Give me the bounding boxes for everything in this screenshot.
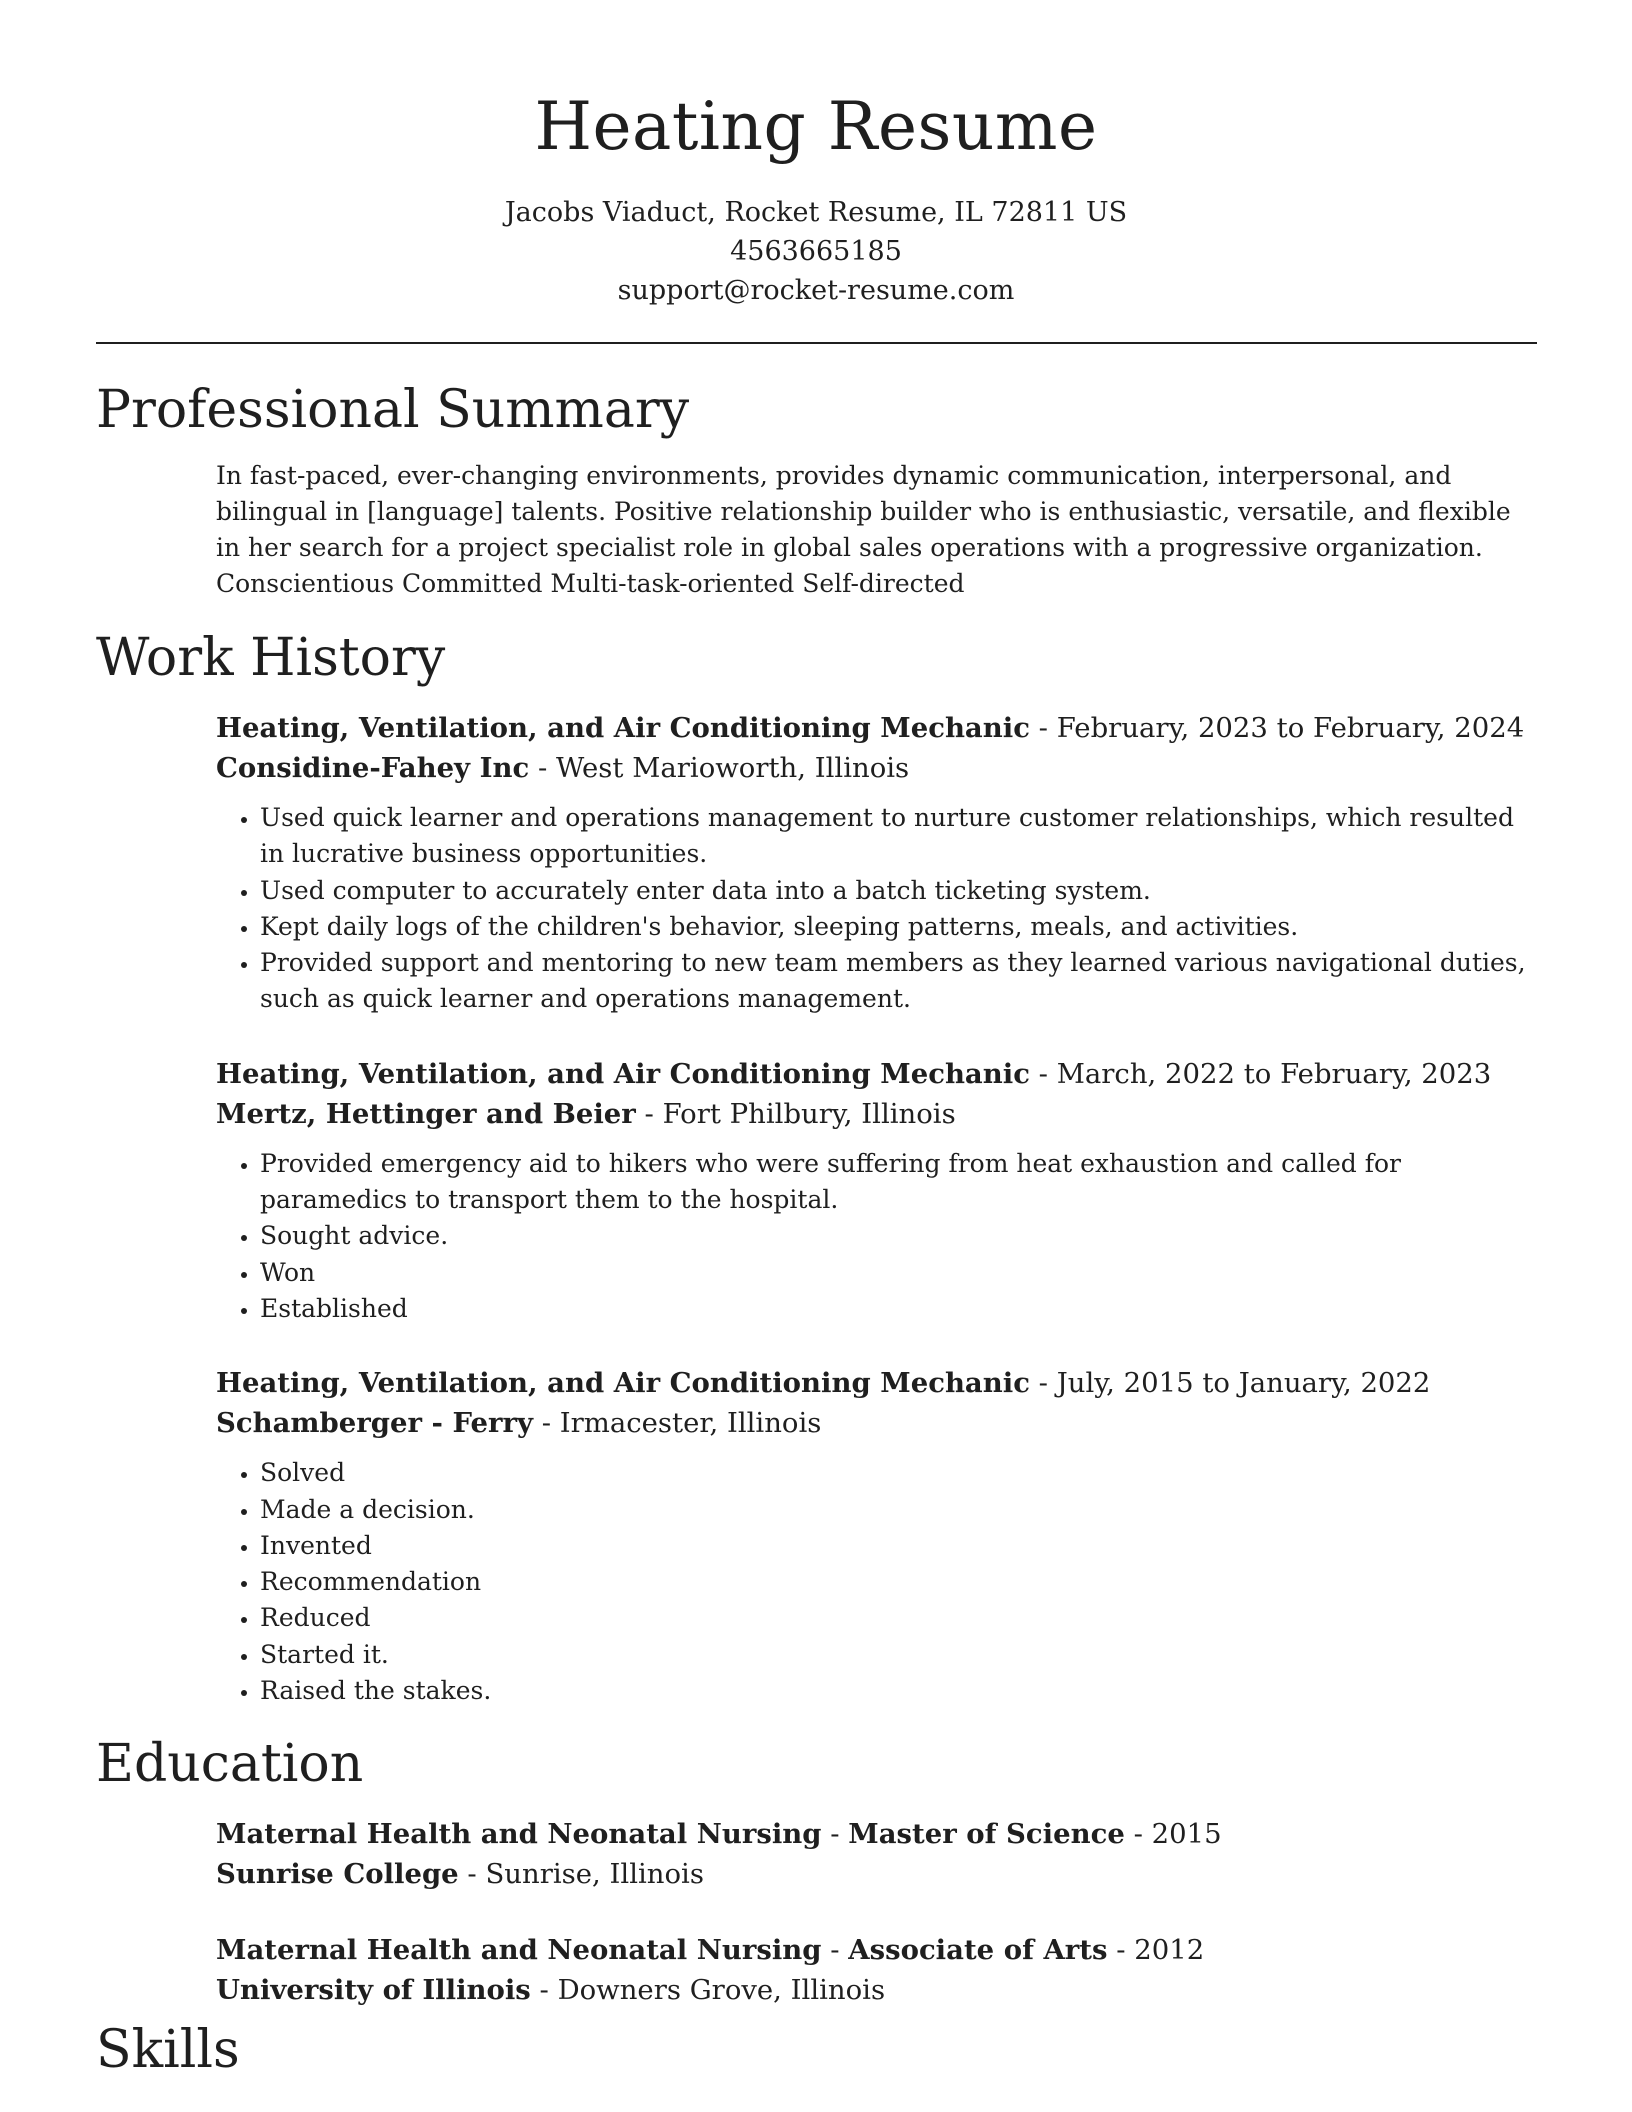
education-year: 2015: [1151, 1818, 1222, 1850]
job-bullet: • Invented: [260, 1528, 1537, 1564]
job-bullet: • Sought advice.: [260, 1218, 1537, 1254]
education-degree: Master of Science: [848, 1818, 1125, 1850]
education-school: Sunrise College: [216, 1858, 459, 1890]
job-dates: July, 2015 to January, 2022: [1056, 1367, 1431, 1400]
job-bullet: • Won: [260, 1255, 1537, 1291]
job-bullet: • Provided support and mentoring to new team members as they learned various navigational duties, such as quick learner and operations management.: [260, 945, 1537, 1018]
job-bullet: • Made a decision.: [260, 1492, 1537, 1528]
separator: -: [635, 1097, 663, 1130]
job-bullets: [216, 1455, 1537, 1709]
job-bullet: • Started it.: [260, 1637, 1537, 1673]
education-degree: Associate of Arts: [848, 1934, 1108, 1966]
separator: -: [1029, 1367, 1057, 1400]
job-title-line: [216, 1363, 1537, 1403]
education-field: Maternal Health and Neonatal Nursing: [216, 1818, 822, 1850]
education-entry: [216, 1814, 1537, 1894]
job-bullets: [216, 1146, 1537, 1327]
separator: -: [1107, 1934, 1135, 1966]
job-role: Heating, Ventilation, and Air Conditioning Mechanic: [216, 1367, 1030, 1400]
contact-phone: 4563665185: [730, 236, 902, 267]
job-dates: March, 2022 to February, 2023: [1056, 1057, 1492, 1090]
job-company-line: [216, 1094, 1537, 1134]
job-title-line: [216, 1054, 1537, 1094]
skills-title: Skills: [96, 2020, 240, 2080]
job-company-line: [216, 1403, 1537, 1443]
education-entry: [216, 1930, 1537, 2010]
separator: -: [821, 1934, 849, 1966]
degree-line: [216, 1814, 1537, 1854]
job-location: Irmacester, Illinois: [559, 1407, 822, 1440]
work-history-title: Work History: [96, 628, 446, 688]
work-entry: [216, 1363, 1537, 1709]
education-title: Education: [96, 1734, 364, 1794]
job-company: Schamberger - Ferry: [216, 1407, 533, 1440]
separator: -: [1124, 1818, 1152, 1850]
contact-info: [0, 193, 1632, 310]
education-location: Downers Grove, Illinois: [557, 1974, 886, 2006]
education-year: 2012: [1134, 1934, 1205, 1966]
separator: -: [821, 1818, 849, 1850]
education-section: [96, 1732, 1537, 2010]
job-location: West Marioworth, Illinois: [556, 752, 910, 784]
degree-line: [216, 1930, 1537, 1970]
education-location: Sunrise, Illinois: [485, 1858, 704, 1890]
school-line: [216, 1970, 1537, 2010]
separator: -: [529, 752, 556, 784]
job-bullet: • Reduced: [260, 1600, 1537, 1636]
job-bullet: • Raised the stakes.: [260, 1673, 1537, 1709]
school-line: [216, 1854, 1537, 1894]
summary-title: Professional Summary: [96, 380, 690, 440]
job-bullet: • Solved: [260, 1455, 1537, 1491]
job-bullets: [216, 800, 1537, 1018]
separator: -: [530, 1974, 558, 2006]
separator: -: [1029, 1057, 1057, 1090]
job-company: Mertz, Hettinger and Beier: [216, 1097, 636, 1130]
job-bullet: • Used computer to accurately enter data into a batch ticketing system.: [260, 873, 1537, 909]
separator: -: [458, 1858, 486, 1890]
header-divider: [96, 342, 1537, 344]
education-field: Maternal Health and Neonatal Nursing: [216, 1934, 822, 1966]
job-title-line: [216, 708, 1537, 748]
job-dates: February, 2023 to February, 2024: [1056, 712, 1525, 744]
work-entry: [216, 1054, 1537, 1327]
job-company-line: [216, 748, 1537, 788]
separator: -: [532, 1407, 560, 1440]
job-role: Heating, Ventilation, and Air Conditioning Mechanic: [216, 1057, 1030, 1090]
job-bullet: • Recommendation: [260, 1564, 1537, 1600]
contact-address: Jacobs Viaduct, Rocket Resume, IL 72811 US: [504, 197, 1128, 228]
job-location: Fort Philbury, Illinois: [662, 1097, 956, 1130]
job-bullet: • Provided emergency aid to hikers who were suffering from heat exhaustion and called for paramedics to transport them to the hospital.: [260, 1146, 1537, 1219]
skills-section: [96, 2018, 1537, 2082]
work-history-section: [96, 626, 1537, 1709]
summary-section: [96, 378, 1537, 602]
job-role: Heating, Ventilation, and Air Conditioning Mechanic: [216, 712, 1030, 744]
job-bullet: • Used quick learner and operations management to nurture customer relationships, which resulted in lucrative business opportunities.: [260, 800, 1537, 873]
resume-name: Heating Resume: [534, 88, 1098, 165]
education-school: University of Illinois: [216, 1974, 531, 2006]
separator: -: [1029, 712, 1057, 744]
job-company: Considine-Fahey Inc: [216, 752, 530, 784]
job-bullet: • Established: [260, 1291, 1537, 1327]
work-entry: [216, 708, 1537, 1018]
resume-header: [0, 0, 1632, 310]
contact-email: support@rocket-resume.com: [617, 275, 1015, 306]
summary-text: In fast-paced, ever-changing environments, provides dynamic communication, interpersonal, and bilingual in [language] talents. Positive relationship builder who is enthusiastic, versatile, and flexible in her search for a project specialist role in global sales operations with a progressive organization. Conscientious Committed Multi-task-oriented Self-directed: [216, 461, 1511, 598]
job-bullet: • Kept daily logs of the children's behavior, sleeping patterns, meals, and activities.: [260, 909, 1537, 945]
